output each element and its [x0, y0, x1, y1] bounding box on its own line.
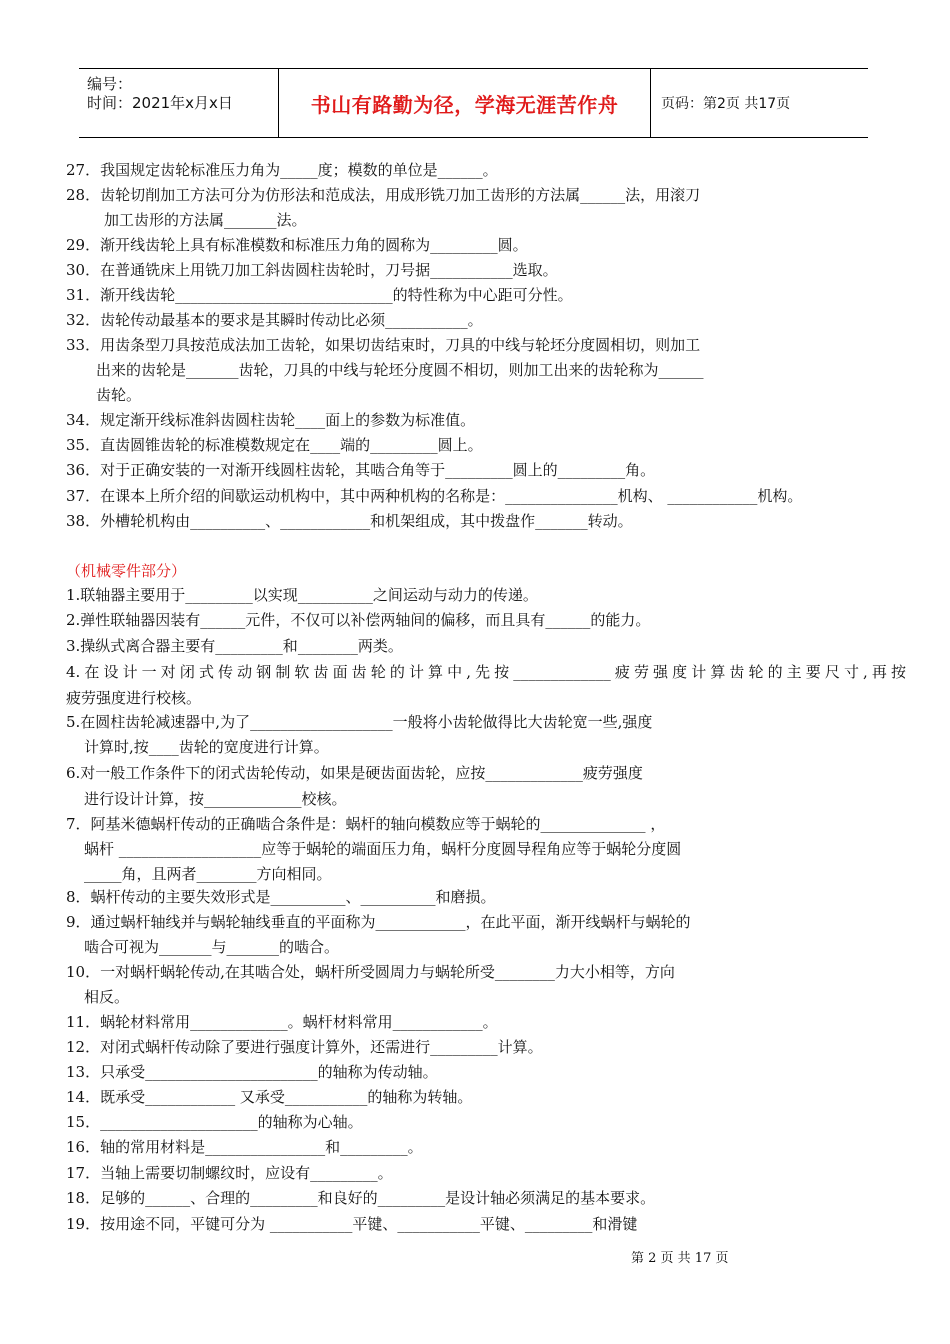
part-question-6-cont: 进行设计计算，按_____________校核。 [84, 790, 347, 808]
part-question-5: 5.在圆柱齿轮减速器中,为了___________________一般将小齿轮做得比大齿轮宽一些,强度 [66, 713, 653, 731]
question-32: 32．齿轮传动最基本的要求是其瞬时传动比必须___________。 [66, 311, 483, 329]
part-question-17: 17．当轴上需要切制螺纹时，应设有_________。 [66, 1164, 393, 1182]
part-question-9-cont: 啮合可视为_______与_______的啮合。 [84, 938, 340, 956]
question-34: 34．规定渐开线标准斜齿圆柱齿轮____面上的参数为标准值。 [66, 411, 476, 429]
question-33: 33．用齿条型刀具按范成法加工齿轮，如果切齿结束时，刀具的中线与轮坯分度圆相切，则加工 [66, 336, 701, 354]
question-33-cont2: 齿轮。 [96, 386, 142, 404]
question-35: 35．直齿圆锥齿轮的标准模数规定在____端的_________圆上。 [66, 436, 483, 454]
serial-label: 编号： [87, 75, 133, 93]
part-question-7: 7．阿基米德蜗杆传动的正确啮合条件是：蜗杆的轴向模数应等于蜗轮的______________ ， [66, 815, 666, 833]
part-question-4-cont: 疲劳强度进行校核。 [66, 689, 202, 707]
part-question-4: 4.在设计一对闭式传动钢制软齿面齿轮的计算中,先按_____________疲劳强度计算齿轮的主要尺寸,再按 [66, 663, 906, 681]
part-question-9: 9．通过蜗杆轴线并与蜗轮轴线垂直的平面称为____________，在此平面，渐开线蜗杆与蜗轮的 [66, 913, 691, 931]
header-motto: 书山有路勤为径，学海无涯苦作舟 [279, 69, 651, 137]
header-meta-cell [79, 69, 279, 137]
part-question-3: 3.操纵式离合器主要有_________和________两类。 [66, 637, 403, 655]
question-36: 36．对于正确安装的一对渐开线圆柱齿轮，其啮合角等于_________圆上的_________角。 [66, 461, 656, 479]
part-question-10-cont: 相反。 [84, 988, 130, 1006]
time-label: 时间：2021年x月x日 [87, 94, 233, 112]
part-question-18: 18．足够的______、合理的_________和良好的_________是设计轴必须满足的基本要求。 [66, 1189, 656, 1207]
question-27: 27．我国规定齿轮标准压力角为_____度；模数的单位是______。 [66, 161, 498, 179]
part-question-12: 12．对闭式蜗杆传动除了要进行强度计算外，还需进行_________计算。 [66, 1038, 543, 1056]
page-footer: 第 2 页 共 17 页 [631, 1251, 729, 1266]
part-question-7-cont: 蜗杆 ___________________应等于蜗轮的端面压力角，蜗杆分度圆导程角应等于蜗轮分度圆 [84, 840, 682, 858]
part-question-2: 2.弹性联轴器因装有______元件，不仅可以补偿两轴间的偏移，而且具有______的能力。 [66, 611, 651, 629]
header-table [79, 68, 868, 138]
section-title: （机械零件部分） [66, 562, 187, 580]
question-37: 37．在课本上所介绍的间歇运动机构中，其中两种机构的名称是：_______________机构、 ____________机构。 [66, 487, 803, 505]
question-28-cont: 加工齿形的方法属_______法。 [104, 211, 307, 229]
header-page-info: 页码：第2页 共17页 [661, 96, 791, 112]
part-question-6: 6.对一般工作条件下的闭式齿轮传动，如果是硬齿面齿轮，应按_____________疲劳强度 [66, 764, 643, 782]
question-28: 28．齿轮切削加工方法可分为仿形法和范成法，用成形铣刀加工齿形的方法属______法，用滚刀 [66, 186, 701, 204]
part-question-7-cont2: _____角，且两者________方向相同。 [84, 865, 332, 883]
part-question-19: 19．按用途不同，平键可分为 ___________平键、___________平键、_________和滑键 [66, 1215, 638, 1233]
part-question-5-cont: 计算时,按____齿轮的宽度进行计算。 [84, 738, 329, 756]
question-30: 30．在普通铣床上用铣刀加工斜齿圆柱齿轮时，刀号据___________选取。 [66, 261, 558, 279]
part-question-1: 1.联轴器主要用于_________以实现__________之间运动与动力的传递。 [66, 586, 538, 604]
part-question-10: 10．一对蜗杆蜗轮传动,在其啮合处，蜗杆所受圆周力与蜗轮所受________力大小相等，方向 [66, 963, 675, 981]
question-29: 29．渐开线齿轮上具有标准模数和标准压力角的圆称为_________圆。 [66, 236, 528, 254]
question-38: 38．外槽轮机构由__________、____________和机架组成，其中拨盘作_______转动。 [66, 512, 633, 530]
part-question-16: 16．轴的常用材料是________________和_________。 [66, 1138, 423, 1156]
part-question-15: 15．_____________________的轴称为心轴。 [66, 1113, 363, 1131]
part-question-8: 8．蜗杆传动的主要失效形式是__________、__________和磨损。 [66, 888, 496, 906]
part-question-14: 14．既承受____________ 又承受___________的轴称为转轴。 [66, 1088, 473, 1106]
question-33-cont: 出来的齿轮是_______齿轮，刀具的中线与轮坯分度圆不相切，则加工出来的齿轮称为______ [96, 361, 704, 379]
part-question-11: 11．蜗轮材料常用_____________。蜗杆材料常用____________。 [66, 1013, 498, 1031]
question-31: 31．渐开线齿轮_____________________________的特性称为中心距可分性。 [66, 286, 573, 304]
part-question-13: 13．只承受_______________________的轴称为传动轴。 [66, 1063, 438, 1081]
